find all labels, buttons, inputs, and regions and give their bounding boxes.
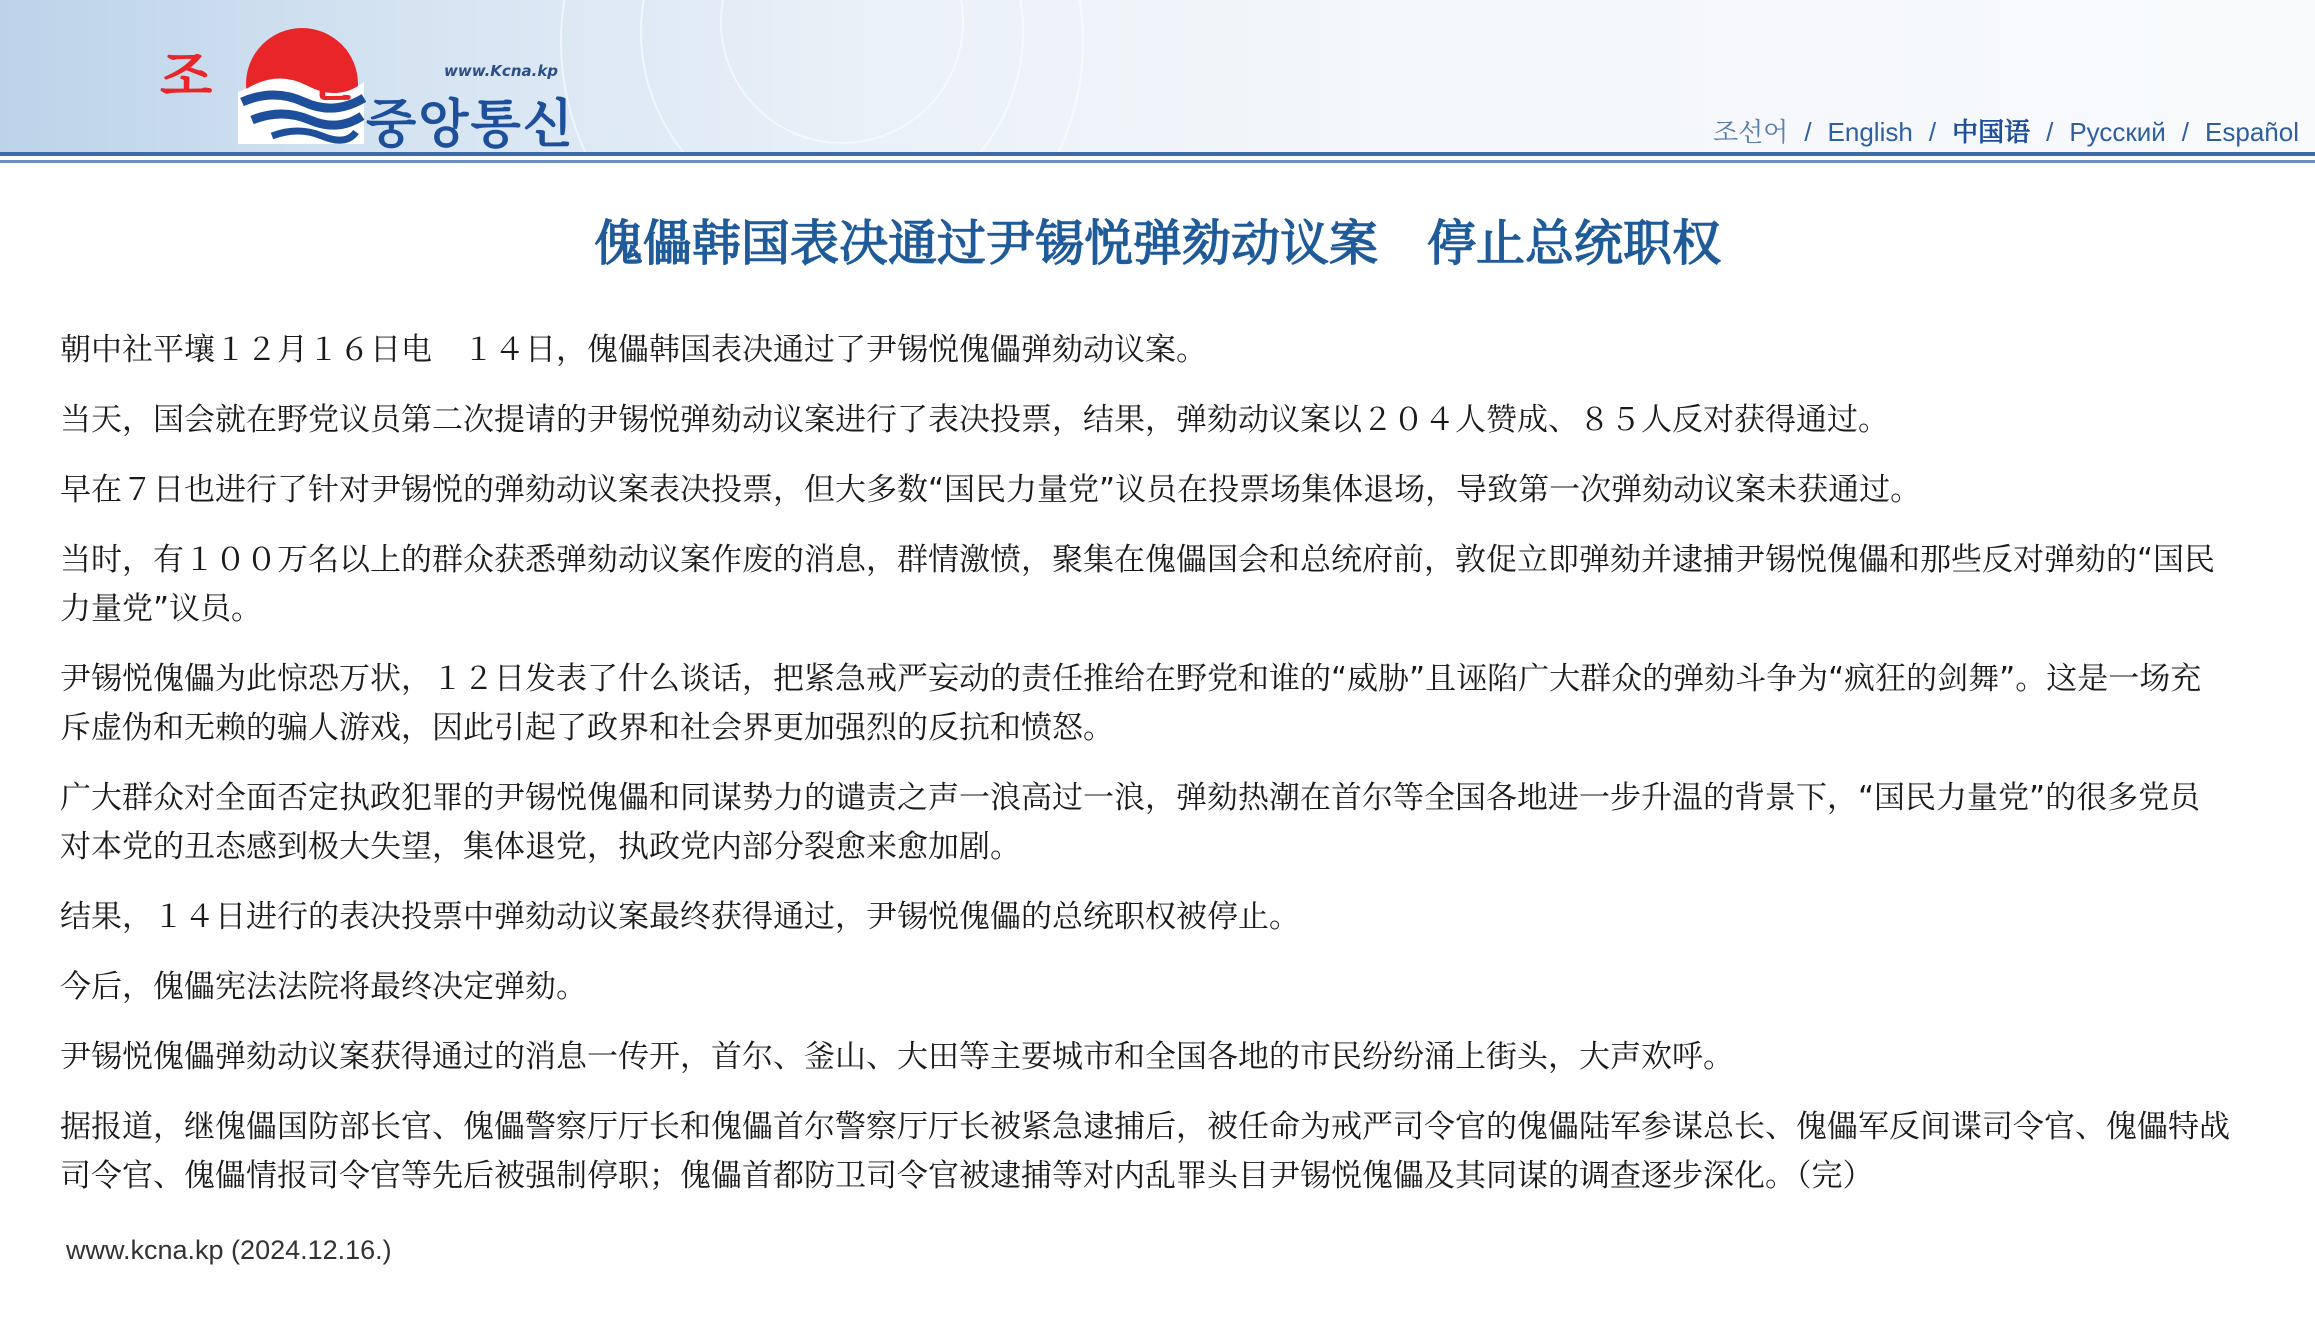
lang-separator: / (1804, 117, 1812, 147)
header-divider-secondary (0, 160, 2315, 163)
article-paragraph: 今后，傀儡宪法法院将最终决定弹劾。 (60, 969, 587, 1005)
lang-separator: / (1928, 117, 1937, 147)
article-paragraph: 据报道，继傀儡国防部长官、傀儡警察厅厅长和傀儡首尔警察厅厅长被紧急逮捕后，被任命为戒严司令官的傀儡陆军参谋总长、傀儡军反间谍司令官、傀儡特战司令官、傀儡情报司令官等先后被强制停职；傀儡首都防卫司令官被逮捕等对内乱罪头目尹锡悦傀儡及其同谋的调查逐步深化。（完） (60, 1109, 2230, 1194)
logo-korean-top: 조선 (160, 45, 445, 108)
logo-korean-bottom: 중앙통신 (366, 95, 575, 152)
article-paragraph: 结果，１４日进行的表决投票中弹劾动议案最终获得通过，尹锡悦傀儡的总统职权被停止。 (60, 899, 1300, 935)
article-paragraph: 早在７日也进行了针对尹锡悦的弹劾动议案表决投票，但大多数“国民力量党”议员在投票场集体退场，导致第一次弹劾动议案未获通过。 (60, 472, 1922, 508)
article-paragraph: 尹锡悦傀儡为此惊恐万状，１２日发表了什么谈话，把紧急戒严妄动的责任推给在野党和谁的“威胁”且诬陷广大群众的弹劾斗争为“疯狂的剑舞”。这是一场充斥虚伪和无赖的骗人游戏，因此引起了政界和社会界更加强烈的反抗和愤怒。 (60, 661, 2202, 746)
site-header (0, 0, 2315, 152)
logo-url: www.Kcna.kp (444, 62, 559, 80)
article-paragraph: 尹锡悦傀儡弹劾动议案获得通过的消息一传开，首尔、釜山、大田等主要城市和全国各地的市民纷纷涌上街头，大声欢呼。 (60, 1039, 1734, 1075)
article-body (60, 326, 2230, 1222)
article-title: 傀儡韩国表决通过尹锡悦弹劾动议案 停止总统职权 (593, 215, 1721, 272)
article-source: www.kcna.kp (2024.12.16.) (66, 1235, 392, 1265)
article-paragraph: 当时，有１００万名以上的群众获悉弹劾动议案作废的消息，群情激愤，聚集在傀儡国会和总统府前，敦促立即弹劾并逮捕尹锡悦傀儡和那些反对弹劾的“国民力量党”议员。 (60, 542, 2216, 627)
article-paragraph: 当天，国会就在野党议员第二次提请的尹锡悦弹劾动议案进行了表决投票，结果，弹劾动议案以２０４人赞成、８５人反对获得通过。 (60, 402, 1889, 438)
lang-separator: / (2181, 117, 2190, 147)
lang-link-chinese[interactable]: 中国语 (1952, 117, 2031, 147)
lang-link-russian[interactable]: Русский (2069, 117, 2166, 147)
lang-link-english[interactable]: English (1827, 117, 1913, 147)
header-divider (0, 152, 2315, 156)
language-switcher (1713, 112, 2299, 149)
article-paragraph: 朝中社平壤１２月１６日电 １４日，傀儡韩国表决通过了尹锡悦傀儡弹劾动议案。 (60, 332, 1207, 368)
kcna-logo[interactable] (160, 26, 600, 152)
lang-link-korean[interactable]: 조선어 (1712, 117, 1789, 147)
article-paragraph: 广大群众对全面否定执政犯罪的尹锡悦傀儡和同谋势力的谴责之声一浪高过一浪，弹劾热潮在首尔等全国各地进一步升温的背景下，“国民力量党”的很多党员对本党的丑态感到极大失望，集体退党，执政党内部分裂愈来愈加剧。 (60, 780, 2201, 865)
lang-separator: / (2046, 117, 2054, 147)
lang-link-spanish[interactable]: Español (2205, 117, 2299, 147)
